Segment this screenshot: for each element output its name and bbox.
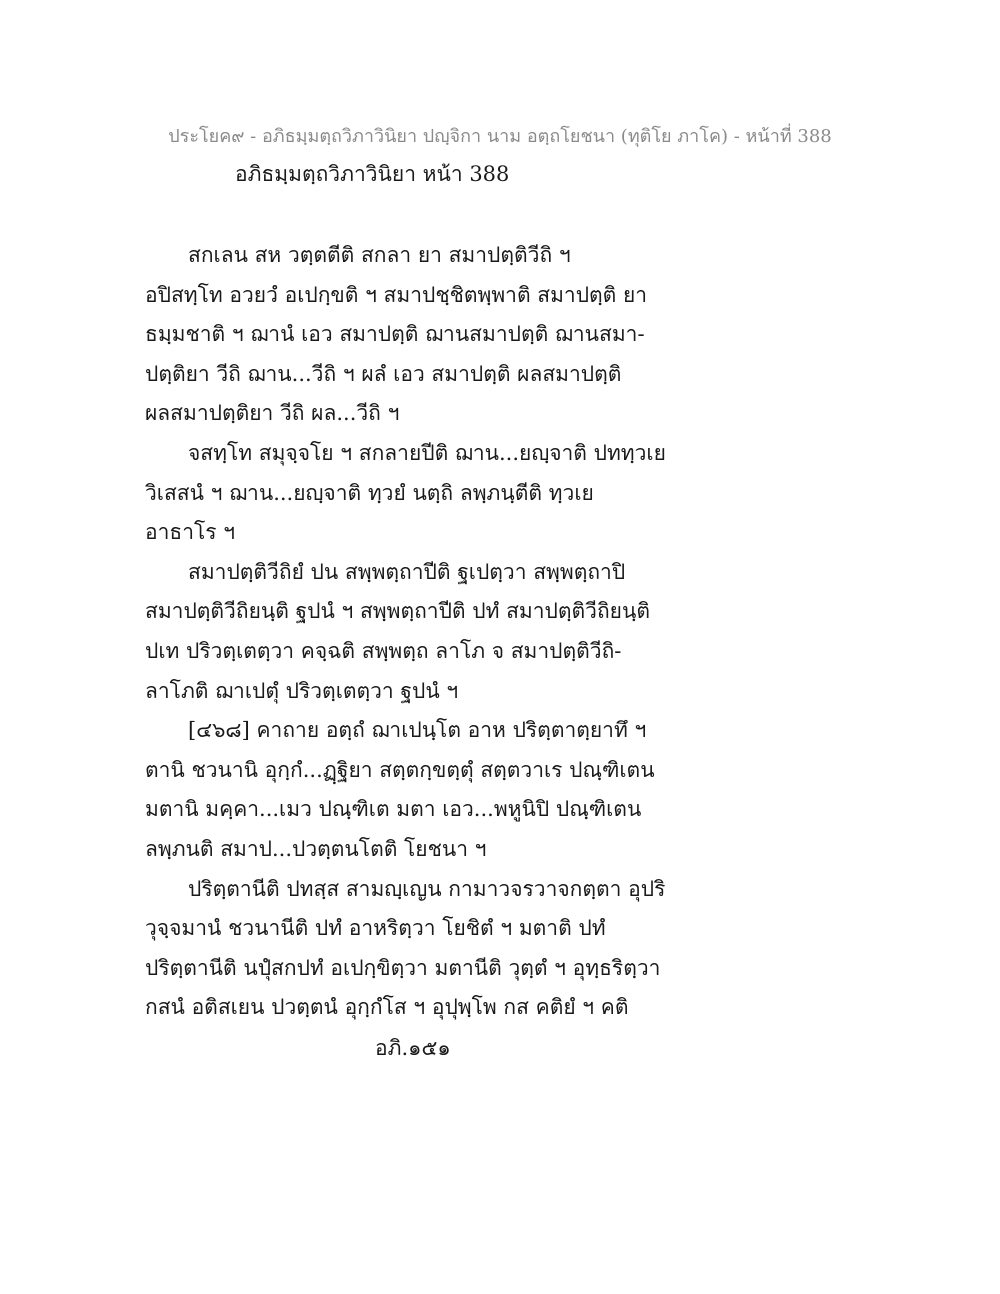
text-line: ปริตฺตานีติ นปุํสกปทํ อเปกฺขิตฺวา มตานีติ วุตฺตํ ฯ อุทฺธริตฺวา — [145, 955, 661, 980]
text-line: ผลสมาปตฺติยา วีถิ ผล...วีถิ ฯ — [145, 401, 400, 426]
text-line: ปเท ปริวตฺเตตฺวา คจฺฉติ สพฺพตฺถ ลาโภ จ สมาปตฺติวีถิ- — [145, 638, 622, 663]
text-line: จสทฺโท สมุจฺจโย ฯ สกลายปีติ ฌาน...ยญฺจาติ ปททฺวเย — [188, 440, 666, 465]
body-text — [145, 236, 865, 1028]
text-line: กสนํ อติสเยน ปวตฺตนํ อุกฺกํโส ฯ อุปุพฺโพ กส คติยํ ฯ คติ — [145, 995, 629, 1020]
text-line: วุจฺจมานํ ชวนานีติ ปทํ อาหริตฺวา โยชิตํ ฯ มตาติ ปทํ — [145, 916, 606, 941]
text-line: อปิสทฺโท อวยวํ อเปกฺขติ ฯ สมาปชฺชิตพฺพาติ สมาปตฺติ ยา — [145, 282, 648, 307]
text-line: มตานิ มคฺคา...เมว ปณฺฑิเต มตา เอว...พหูนิปิ ปณฺฑิเตน — [145, 797, 642, 822]
text-line: สมาปตฺติวีถิยํ ปน สพฺพตฺถาปีติ ฐเปตฺวา สพฺพตฺถาปิ — [188, 559, 626, 584]
running-header: ประโยค๙ - อภิธมฺมตฺถวิภาวินิยา ปญฺจิกา นาม อตฺถโยชนา (ทุติโย ภาโค) - หน้าที่ 388 — [168, 126, 832, 147]
text-line: ปริตฺตานีติ ปทสฺส สามญฺเญน กามาวจรวาจกตฺตา อุปริ — [188, 876, 666, 901]
text-line: สกเลน สห วตฺตตีติ สกลา ยา สมาปตฺติวีถิ ฯ — [188, 243, 571, 267]
text-line: ธมฺมชาติ ฯ ฌานํ เอว สมาปตฺติ ฌานสมาปตฺติ ฌานสมา- — [145, 322, 645, 347]
text-line: วิเสสนํ ฯ ฌาน...ยญฺจาติ ทฺวยํ นตฺถิ ลพฺภนฺตีติ ทฺวเย — [145, 480, 594, 505]
page-footer: อภิ.๑๕๑ — [375, 1036, 451, 1060]
text-line: ตานิ ชวนานิ อุกฺกํ...ฏฺฐิยา สตฺตกฺขตฺตุํ สตฺตวาเร ปณฺฑิเตน — [145, 757, 655, 782]
text-line: ลพฺภนติ สมาป...ปวตฺตนโตติ โยชนา ฯ — [145, 836, 487, 861]
text-line: อาธาโร ฯ — [145, 520, 236, 545]
text-line: [๔๖๘] คาถาย อตฺถํ ฌาเปนฺโต อาห ปริตฺตาตฺยาทึ ฯ — [188, 718, 647, 743]
page-title: อภิธมฺมตฺถวิภาวินิยา หน้า 388 — [235, 162, 510, 186]
text-line: สมาปตฺติวีถิยนฺติ ฐปนํ ฯ สพฺพตฺถาปีติ ปทํ สมาปตฺติวีถิยนฺติ — [145, 599, 650, 624]
text-line: ลาโภติ ฌาเปตุํ ปริวตฺเตตฺวา ฐปนํ ฯ — [145, 678, 459, 703]
text-line: ปตฺติยา วีถิ ฌาน...วีถิ ฯ ผลํ เอว สมาปตฺติ ผลสมาปตฺติ — [145, 361, 622, 386]
